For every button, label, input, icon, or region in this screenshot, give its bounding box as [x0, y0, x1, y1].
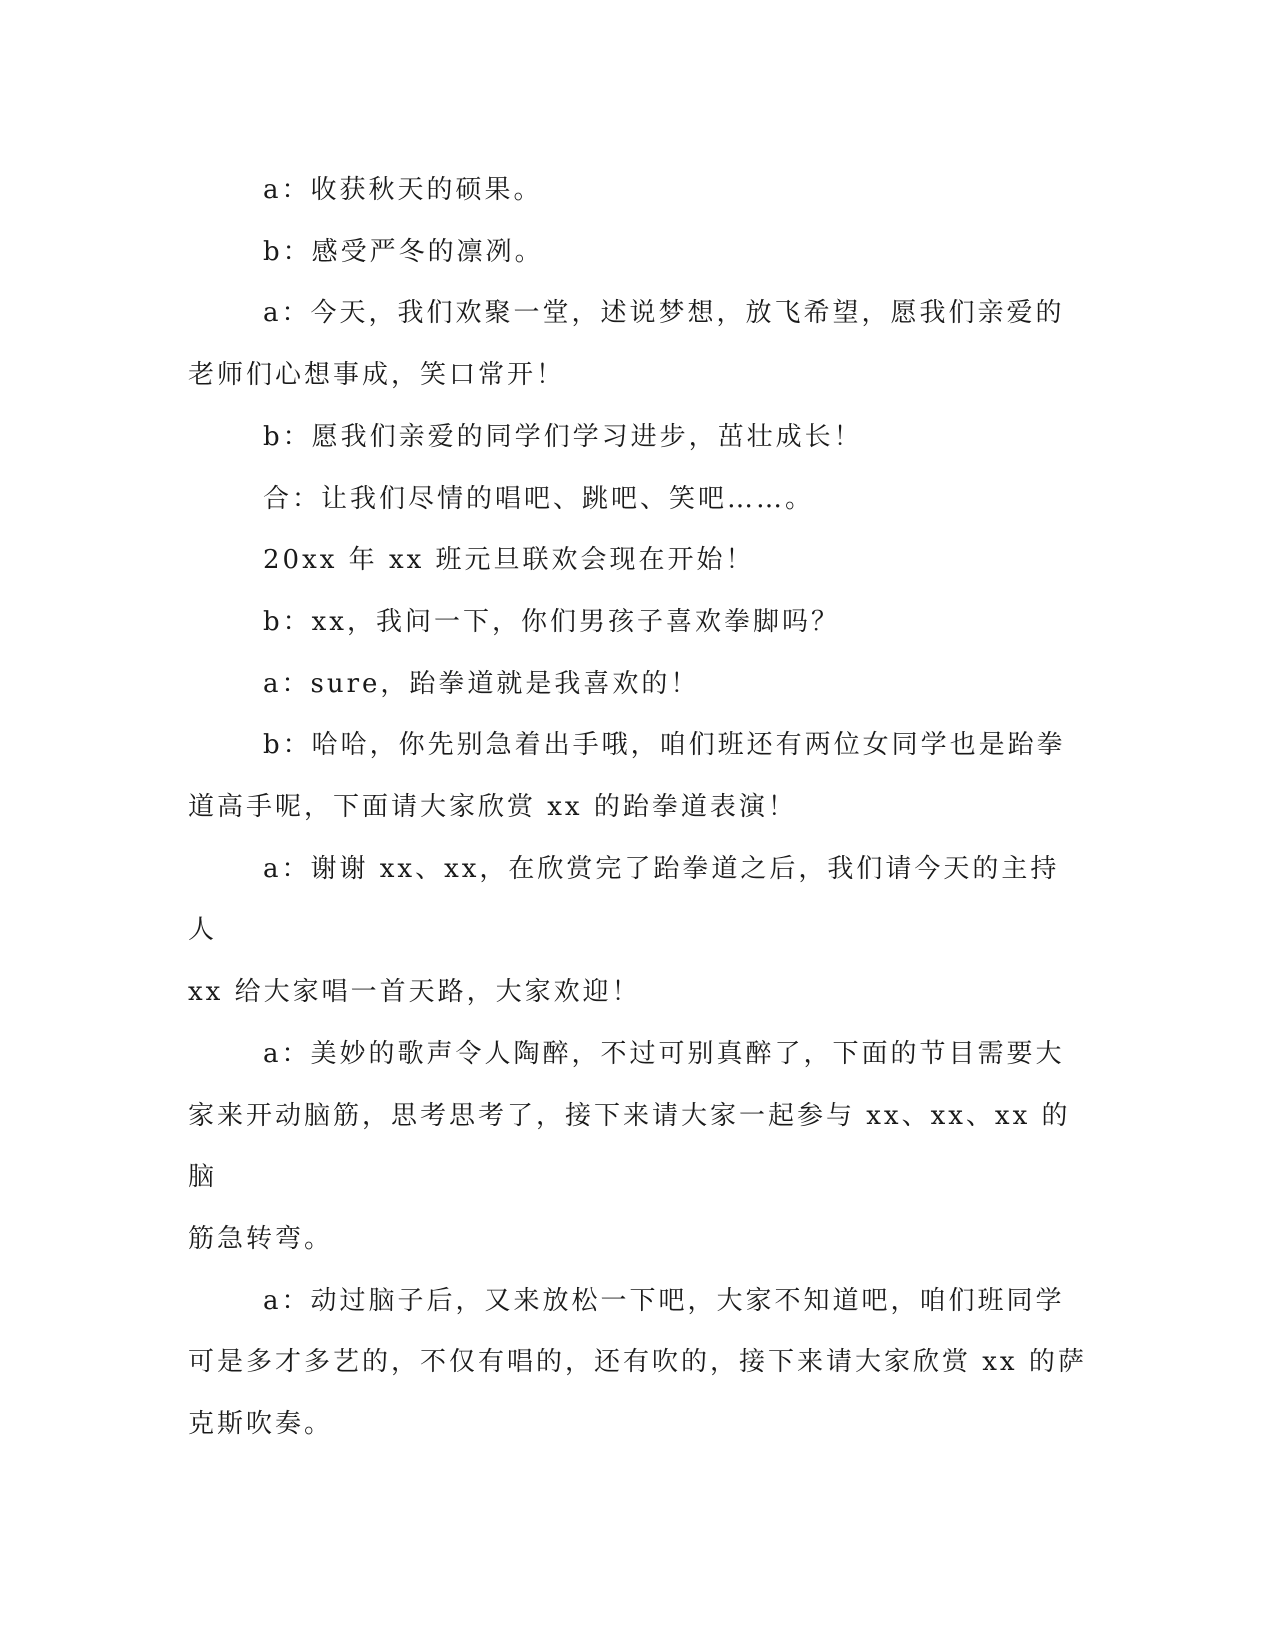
paragraph: b：xx，我问一下，你们男孩子喜欢拳脚吗？ — [263, 606, 840, 637]
paragraph — [188, 1271, 1088, 1456]
paragraph-line: a：谢谢 xx、xx，在欣赏完了跆拳道之后，我们请今天的主持人 — [188, 853, 1060, 946]
paragraph-line: 家来开动脑筋，思考思考了，接下来请大家一起参与 xx、xx、xx 的脑 — [188, 1100, 1071, 1193]
paragraph: b：感受严冬的凛冽。 — [263, 236, 544, 267]
paragraph — [188, 715, 1088, 838]
paragraph: 合：让我们尽情的唱吧、跳吧、笑吧……。 — [263, 483, 815, 514]
paragraph-line: a：美妙的歌声令人陶醉，不过可别真醉了，下面的节目需要大 — [263, 1038, 1065, 1069]
paragraph: a：sure，跆拳道就是我喜欢的！ — [263, 668, 700, 699]
paragraph-line: b：哈哈，你先别急着出手哦，咱们班还有两位女同学也是跆拳 — [263, 730, 1066, 761]
paragraph — [188, 283, 1088, 406]
paragraph-line: 道高手呢，下面请大家欣赏 xx 的跆拳道表演！ — [188, 792, 797, 823]
paragraph-line: 克斯吹奏。 — [188, 1409, 334, 1440]
paragraph: 20xx 年 xx 班元旦联欢会现在开始！ — [263, 545, 755, 576]
paragraph — [188, 839, 1088, 1024]
paragraph-line: a：动过脑子后，又来放松一下吧，大家不知道吧，咱们班同学 — [263, 1285, 1065, 1316]
paragraph-line: 可是多才多艺的，不仅有唱的，还有吹的，接下来请大家欣赏 xx 的萨 — [188, 1347, 1087, 1378]
paragraph-line: 老师们心想事成，笑口常开！ — [188, 360, 566, 391]
paragraph: b：愿我们亲爱的同学们学习进步，茁壮成长！ — [263, 421, 863, 452]
paragraph-line: xx 给大家唱一首天路，大家欢迎！ — [188, 977, 641, 1008]
paragraph — [188, 1024, 1088, 1271]
paragraph: a：收获秋天的硕果。 — [263, 175, 543, 205]
document-body — [188, 160, 1088, 1456]
paragraph-line: 筋急转弯。 — [188, 1223, 334, 1254]
paragraph-line: a：今天，我们欢聚一堂，述说梦想，放飞希望，愿我们亲爱的 — [263, 298, 1065, 329]
